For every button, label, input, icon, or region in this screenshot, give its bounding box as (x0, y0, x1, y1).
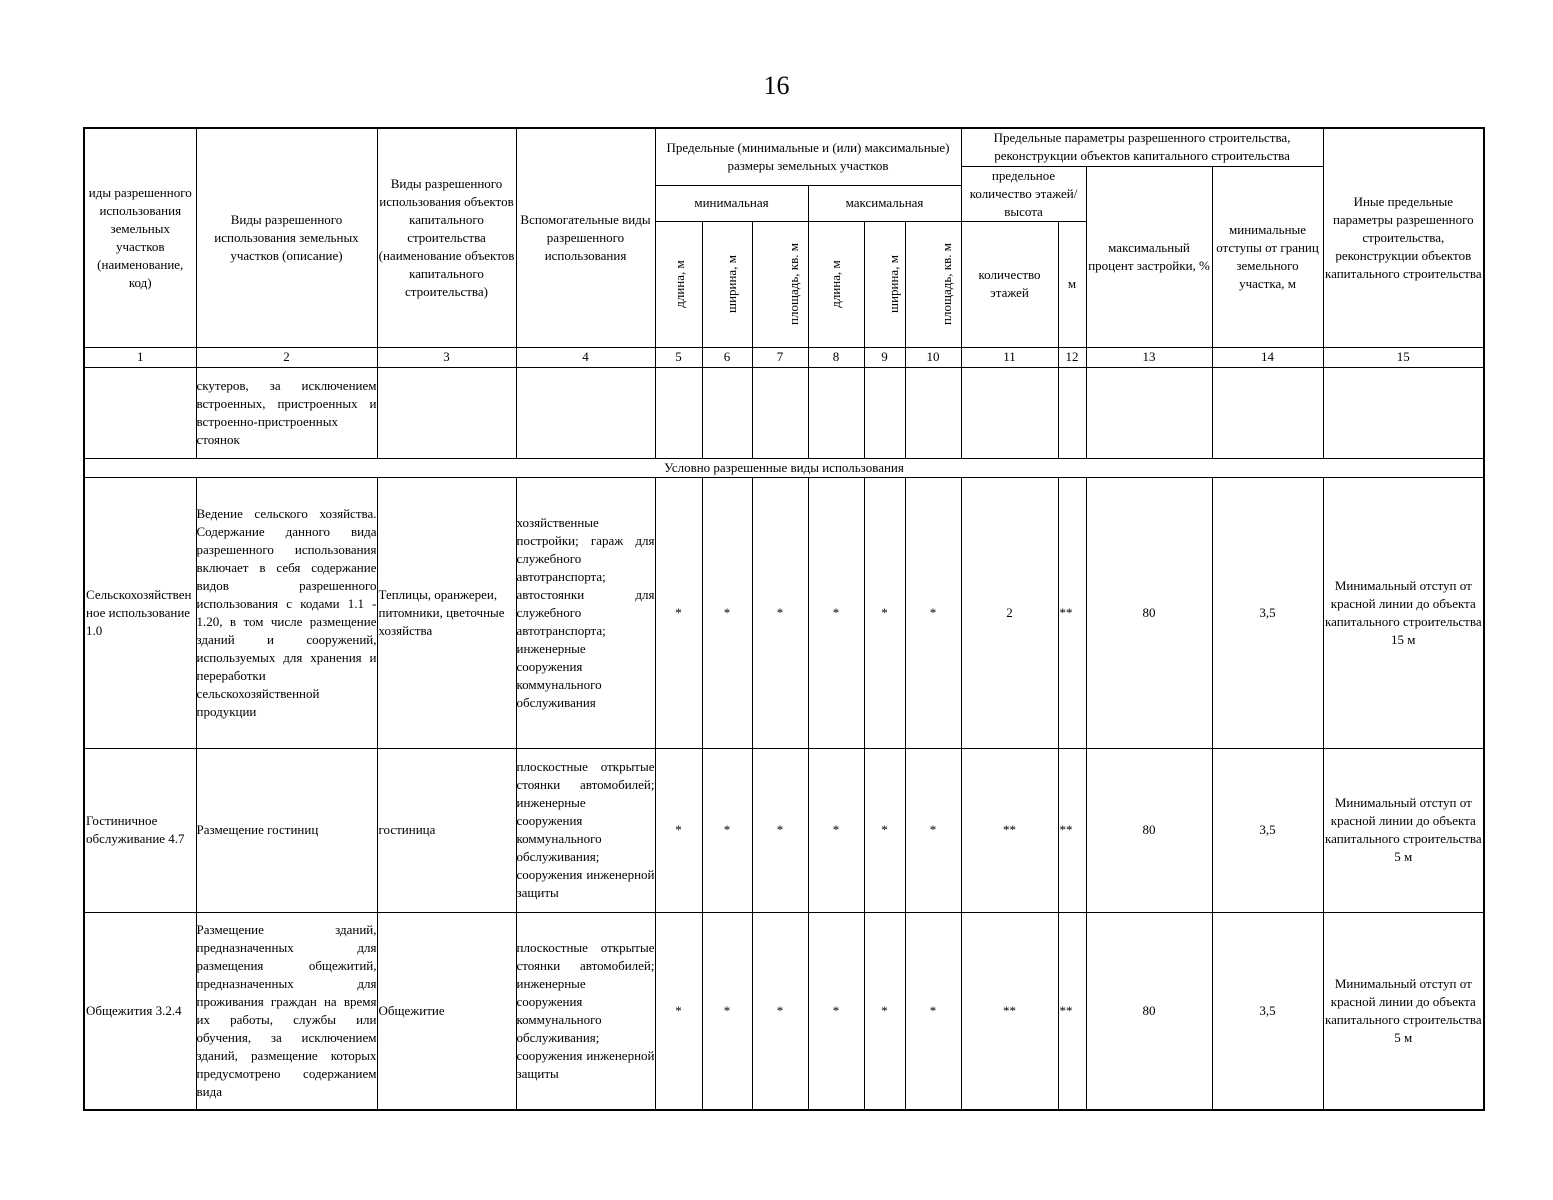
header-floors-height-limit: предельное количество этажей/высота (961, 166, 1086, 221)
cell-min-width: * (702, 912, 752, 1110)
header-plot-min: минимальная (655, 185, 808, 221)
cell-min-area (752, 367, 808, 458)
cell-capital-construction-use: Теплицы, оранжереи, питомники, цветочные хозяйства (377, 477, 516, 748)
cell-max-area: * (905, 912, 961, 1110)
cell-min-setback (1212, 367, 1323, 458)
cell-other-limits: Минимальный отступ от красной линии до объекта капитального строительства 15 м (1323, 477, 1484, 748)
cell-max-coverage: 80 (1086, 912, 1212, 1110)
header-min-setbacks: минимальные отступы от границ земельного участка, м (1212, 166, 1323, 347)
header-land-use-kind-code: иды разрешенного использования земельных участков (наименование, код) (84, 128, 196, 347)
cell-min-length: * (655, 748, 702, 912)
cell-capital-construction-use (377, 367, 516, 458)
cell-floors-count: 2 (961, 477, 1058, 748)
header-max-coverage: максимальный процент застройки, % (1086, 166, 1212, 347)
cell-min-length (655, 367, 702, 458)
cell-use-kind-code: Гостиничное обслуживание 4.7 (84, 748, 196, 912)
column-number-5: 5 (655, 347, 702, 367)
cell-min-width (702, 367, 752, 458)
header-other-limits: Иные предельные параметры разрешенного строительства, реконструкции объектов капитального строительства (1323, 128, 1484, 347)
cell-max-area (905, 367, 961, 458)
cell-height-m: ** (1058, 477, 1086, 748)
cell-min-area: * (752, 912, 808, 1110)
header-auxiliary-use: Вспомогательные виды разрешенного использования (516, 128, 655, 347)
cell-max-width (864, 367, 905, 458)
column-number-15: 15 (1323, 347, 1484, 367)
cell-max-coverage: 80 (1086, 748, 1212, 912)
cell-floors-count: ** (961, 748, 1058, 912)
cell-min-length: * (655, 477, 702, 748)
cell-min-area: * (752, 748, 808, 912)
regulation-row-2 (84, 748, 1484, 912)
header-min-area (752, 221, 808, 347)
header-max-area (905, 221, 961, 347)
header-max-width-label: ширина, м (885, 255, 901, 313)
column-number-8: 8 (808, 347, 864, 367)
header-min-width (702, 221, 752, 347)
column-number-12: 12 (1058, 347, 1086, 367)
header-floors-count: количество этажей (961, 221, 1058, 347)
page-number: 16 (763, 71, 790, 100)
cell-auxiliary-use: плоскостные открытые стоянки автомобилей; инженерные сооружения коммунального обслуживания; сооружения инженерной защиты (516, 748, 655, 912)
column-number-1: 1 (84, 347, 196, 367)
cell-floors-count: ** (961, 912, 1058, 1110)
column-number-11: 11 (961, 347, 1058, 367)
column-number-9: 9 (864, 347, 905, 367)
column-numbers-row (84, 347, 1484, 367)
cell-min-setback: 3,5 (1212, 748, 1323, 912)
header-land-use-description: Виды разрешенного использования земельных участков (описание) (196, 128, 377, 347)
column-number-10: 10 (905, 347, 961, 367)
column-number-4: 4 (516, 347, 655, 367)
cell-capital-construction-use: Общежитие (377, 912, 516, 1110)
header-plot-max: максимальная (808, 185, 961, 221)
cell-auxiliary-use: хозяйственные постройки; гараж для служебного автотранспорта; автостоянки для служебного автотранспорта; инженерные сооружения коммунального обслуживания (516, 477, 655, 748)
cell-min-area: * (752, 477, 808, 748)
cell-max-area: * (905, 748, 961, 912)
header-construction-limits: Предельные параметры разрешенного строительства, реконструкции объектов капитального строительства (961, 128, 1323, 166)
cell-min-setback: 3,5 (1212, 477, 1323, 748)
regulation-row-3 (84, 912, 1484, 1110)
cell-max-width: * (864, 912, 905, 1110)
cell-floors-count (961, 367, 1058, 458)
cell-auxiliary-use (516, 367, 655, 458)
cell-other-limits: Минимальный отступ от красной линии до объекта капитального строительства 5 м (1323, 912, 1484, 1110)
cell-max-length (808, 367, 864, 458)
header-max-area-label: площадь, кв. м (938, 243, 954, 325)
cell-max-coverage (1086, 367, 1212, 458)
cell-use-kind-code: Сельскохозяйственное использование 1.0 (84, 477, 196, 748)
cell-max-coverage: 80 (1086, 477, 1212, 748)
header-capital-construction-use: Виды разрешенного использования объектов капитального строительства (наименование объектов капитального строительства) (377, 128, 516, 347)
column-number-13: 13 (1086, 347, 1212, 367)
cell-max-length: * (808, 477, 864, 748)
cell-auxiliary-use: плоскостные открытые стоянки автомобилей; инженерные сооружения коммунального обслуживания; сооружения инженерной защиты (516, 912, 655, 1110)
cell-capital-construction-use: гостиница (377, 748, 516, 912)
header-min-width-label: ширина, м (723, 255, 739, 313)
cell-height-m: ** (1058, 748, 1086, 912)
header-max-width (864, 221, 905, 347)
cell-min-setback: 3,5 (1212, 912, 1323, 1110)
cell-height-m: ** (1058, 912, 1086, 1110)
cell-max-length: * (808, 912, 864, 1110)
column-number-6: 6 (702, 347, 752, 367)
header-max-length-label: длина, м (827, 260, 843, 308)
cell-other-limits: Минимальный отступ от красной линии до объекта капитального строительства 5 м (1323, 748, 1484, 912)
cell-max-area: * (905, 477, 961, 748)
cell-use-description: скутеров, за исключением встроенных, пристроенных и встроенно-пристроенных стоянок (196, 367, 377, 458)
section-row (84, 458, 1484, 477)
section-conditional-uses: Условно разрешенные виды использования (84, 458, 1484, 477)
cell-use-description: Ведение сельского хозяйства. Содержание данного вида разрешенного использования включает в себя содержание видов разрешенного использования с кодами 1.1 - 1.20, в том числе размещение зданий и сооружений, используемых для хранения и переработки сельскохозяйственной продукции (196, 477, 377, 748)
cell-other-limits (1323, 367, 1484, 458)
continued-row-1 (84, 367, 1484, 458)
column-number-14: 14 (1212, 347, 1323, 367)
header-height-m: м (1058, 221, 1086, 347)
cell-min-length: * (655, 912, 702, 1110)
cell-use-description: Размещение гостиниц (196, 748, 377, 912)
header-min-length-label: длина, м (671, 260, 687, 308)
cell-use-description: Размещение зданий, предназначенных для размещения общежитий, предназначенных для проживания граждан на время их работы, службы или обучения, за исключением зданий, размещение которых предусмотрено содержанием вида (196, 912, 377, 1110)
header-plot-size-limits: Предельные (минимальные и (или) максимальные) размеры земельных участков (655, 128, 961, 185)
header-max-length (808, 221, 864, 347)
cell-use-kind-code: Общежития 3.2.4 (84, 912, 196, 1110)
header-min-area-label: площадь, кв. м (785, 243, 801, 325)
cell-min-width: * (702, 748, 752, 912)
regulation-row-1 (84, 477, 1484, 748)
column-number-3: 3 (377, 347, 516, 367)
cell-max-width: * (864, 477, 905, 748)
header-row-1 (84, 128, 1484, 166)
cell-max-length: * (808, 748, 864, 912)
column-number-2: 2 (196, 347, 377, 367)
cell-use-kind-code (84, 367, 196, 458)
header-min-length (655, 221, 702, 347)
cell-min-width: * (702, 477, 752, 748)
column-number-7: 7 (752, 347, 808, 367)
land-use-regulations-table (83, 127, 1485, 1111)
cell-max-width: * (864, 748, 905, 912)
cell-height-m (1058, 367, 1086, 458)
